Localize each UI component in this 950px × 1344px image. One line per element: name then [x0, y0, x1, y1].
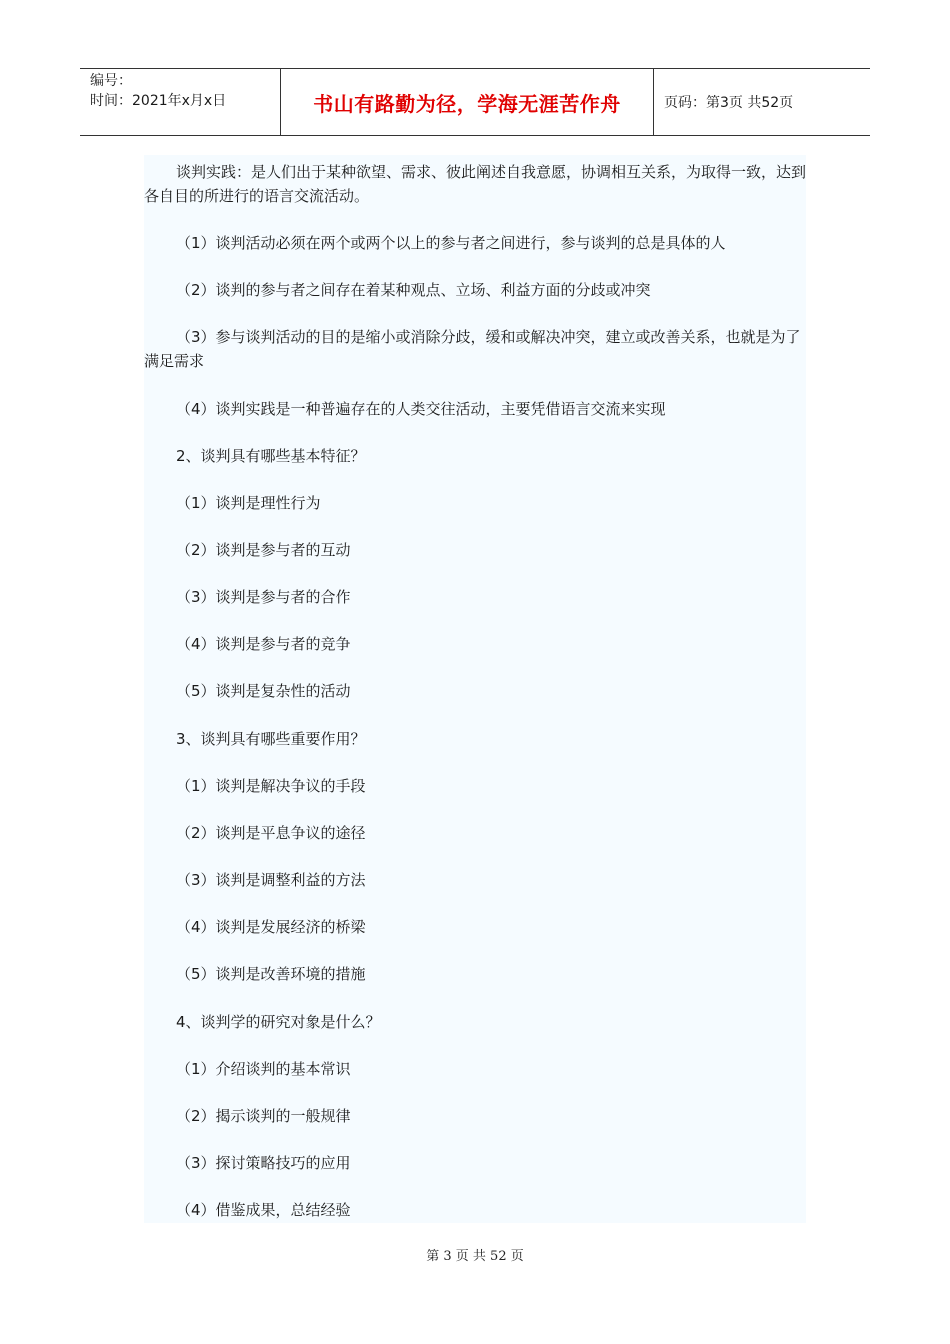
list-item: （1）谈判是解决争议的手段: [176, 777, 366, 795]
list-item: （2）谈判是平息争议的途径: [176, 824, 366, 842]
header-page-info: 页码：第3页 共52页: [664, 95, 794, 111]
section-heading: 3、谈判具有哪些重要作用？: [176, 730, 366, 748]
list-item: （5）谈判是复杂性的活动: [176, 682, 351, 700]
paragraph: （3）参与谈判活动的目的是缩小或消除分歧，缓和或解决冲突，建立或改善关系，也就是为了满足需求: [144, 328, 801, 370]
list-item: （3）谈判是参与者的合作: [176, 588, 351, 606]
list-item: （1）介绍谈判的基本常识: [176, 1060, 351, 1078]
document-body: [144, 155, 806, 1223]
header-meta: [80, 69, 281, 135]
paragraph-intro: 谈判实践：是人们出于某种欲望、需求、彼此阐述自我意愿，协调相互关系，为取得一致，达到各自目的所进行的语言交流活动。: [144, 163, 807, 205]
list-item: （2）谈判是参与者的互动: [176, 541, 351, 559]
list-item: （3）探讨策略技巧的应用: [176, 1154, 351, 1172]
paragraph: （1）谈判活动必须在两个或两个以上的参与者之间进行，参与谈判的总是具体的人: [176, 234, 726, 252]
page-header: [80, 68, 870, 136]
paragraph: （4）谈判实践是一种普遍存在的人类交往活动，主要凭借语言交流来实现: [176, 400, 666, 418]
header-motto: 书山有路勤为径，学海无涯苦作舟: [281, 69, 654, 135]
number-label: 编号：: [90, 73, 132, 89]
list-item: （3）谈判是调整利益的方法: [176, 871, 366, 889]
list-item: （2）揭示谈判的一般规律: [176, 1107, 351, 1125]
list-item: （4）借鉴成果，总结经验: [176, 1201, 351, 1219]
list-item: （5）谈判是改善环境的措施: [176, 965, 366, 983]
list-item: （4）谈判是发展经济的桥梁: [176, 918, 366, 936]
section-heading: 2、谈判具有哪些基本特征？: [176, 447, 366, 465]
section-heading: 4、谈判学的研究对象是什么？: [176, 1013, 381, 1031]
list-item: （4）谈判是参与者的竞争: [176, 635, 351, 653]
paragraph: （2）谈判的参与者之间存在着某种观点、立场、利益方面的分歧或冲突: [176, 281, 651, 299]
page-footer: 第 3 页 共 52 页: [426, 1249, 524, 1264]
time-label: 时间：2021年x月x日: [90, 93, 227, 109]
list-item: （1）谈判是理性行为: [176, 494, 321, 512]
